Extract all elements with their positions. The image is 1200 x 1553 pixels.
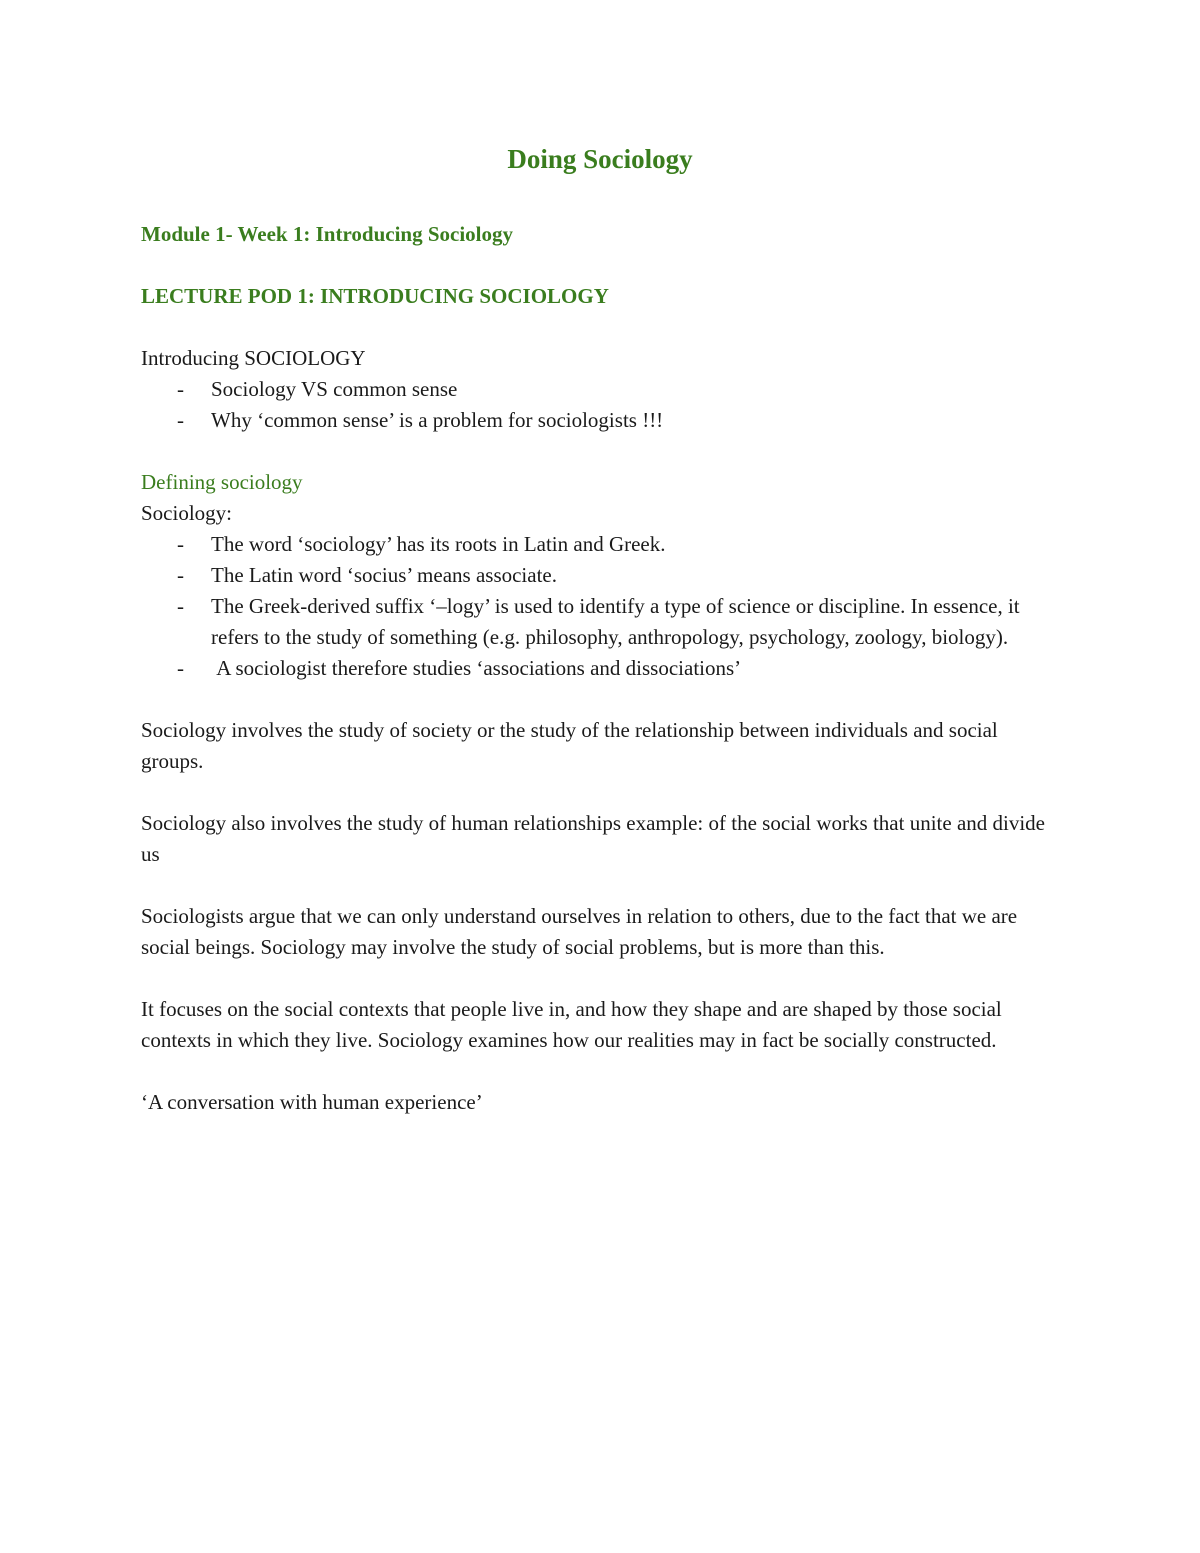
list-dash: - <box>177 532 184 556</box>
list-item <box>141 529 1061 560</box>
defining-list <box>141 529 1061 684</box>
list-item-text: Sociology VS common sense <box>211 377 458 401</box>
list-dash: - <box>177 656 184 680</box>
list-item <box>141 405 1061 436</box>
list-item-text: Why ‘common sense’ is a problem for sociologists !!! <box>211 408 664 432</box>
module-heading: Module 1- Week 1: Introducing Sociology <box>141 222 514 246</box>
intro-list <box>141 374 1061 436</box>
list-dash: - <box>177 408 184 432</box>
list-item <box>141 653 1061 684</box>
list-item <box>141 560 1061 591</box>
list-dash: - <box>177 377 184 401</box>
document-title: Doing Sociology <box>507 144 693 174</box>
list-dash: - <box>177 563 184 587</box>
list-item <box>141 374 1061 405</box>
list-item-text: A sociologist therefore studies ‘associations and dissociations’ <box>211 656 742 680</box>
defining-heading: Defining sociology <box>141 470 303 494</box>
defining-label: Sociology: <box>141 501 233 525</box>
paragraph: Sociology also involves the study of human relationships example: of the social works that unite and divide us <box>141 811 1046 866</box>
intro-heading: Introducing SOCIOLOGY <box>141 346 366 370</box>
lecture-heading: LECTURE POD 1: INTRODUCING SOCIOLOGY <box>141 284 609 308</box>
list-item-text: The word ‘sociology’ has its roots in Latin and Greek. <box>211 532 666 556</box>
quote: ‘A conversation with human experience’ <box>141 1090 483 1114</box>
paragraph: Sociology involves the study of society or the study of the relationship between individuals and social groups. <box>141 718 998 773</box>
list-dash: - <box>177 594 184 618</box>
document-body <box>141 219 1061 1118</box>
paragraph: It focuses on the social contexts that people live in, and how they shape and are shaped by those social contexts in which they live. Sociology examines how our realities may in fact be socially constructed. <box>141 997 1002 1052</box>
paragraph: Sociologists argue that we can only understand ourselves in relation to others, due to the fact that we are social beings. Sociology may involve the study of social problems, but is more than this. <box>141 904 1018 959</box>
list-item-text: The Greek-derived suffix ‘–logy’ is used to identify a type of science or discipline. In essence, it refers to the study of something (e.g. philosophy, anthropology, psychology, zoology, biology). <box>211 594 1020 649</box>
list-item <box>141 591 1061 653</box>
list-item-text: The Latin word ‘socius’ means associate. <box>211 563 557 587</box>
